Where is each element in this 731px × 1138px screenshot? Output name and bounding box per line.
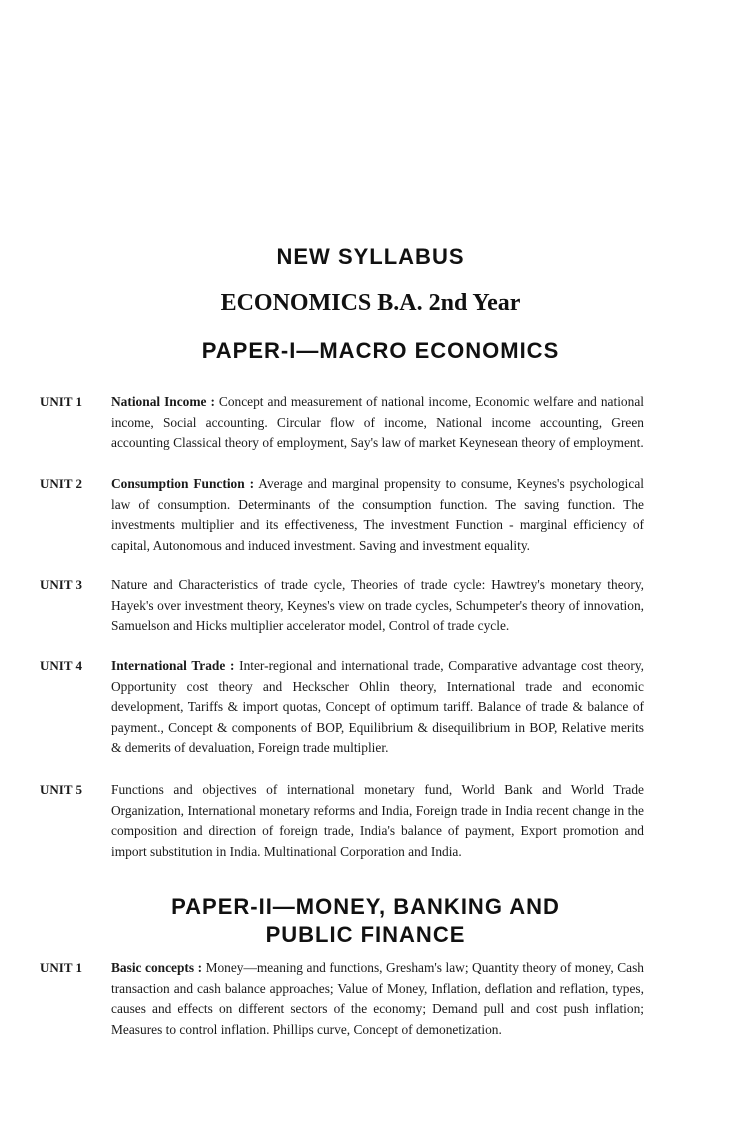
unit-label: UNIT 5 bbox=[40, 782, 83, 797]
unit-text: Nature and Characteristics of trade cycle, Theories of trade cycle: Hawtrey's monetary theory, Hayek's over investment theory, Keynes's view on trade cycles, Schumpeter's theory of innovation, Samuelson and Hicks multiplier accelerator model, Control of trade cycle. bbox=[111, 577, 644, 633]
unit-body bbox=[111, 474, 644, 556]
course-title: ECONOMICS B.A. 2nd Year bbox=[220, 290, 521, 316]
paper2-heading-line2: PUBLIC FINANCE bbox=[265, 922, 466, 947]
unit-title: Consumption Function : bbox=[111, 476, 255, 491]
unit-title: Basic concepts : bbox=[111, 960, 203, 975]
paper1-heading: PAPER-I—MACRO ECONOMICS bbox=[201, 338, 560, 363]
unit-label: UNIT 1 bbox=[40, 960, 83, 975]
unit-body bbox=[111, 958, 644, 1040]
unit-body bbox=[111, 656, 644, 759]
unit-body bbox=[111, 575, 644, 637]
unit-text: Functions and objectives of international monetary fund, World Bank and World Trade Organization, International monetary reforms and India, Foreign trade in India recent change in the composition and direction of foreign trade, India's balance of payment, Export promotion and import substitution in India. Multinational Corporation and India. bbox=[111, 782, 644, 859]
unit-title: International Trade : bbox=[111, 658, 235, 673]
paper2-heading-line1: PAPER-II—MONEY, BANKING AND bbox=[171, 894, 560, 919]
unit-text: Money—meaning and functions, Gresham's law; Quantity theory of money, Cash transaction and cash balance approaches; Value of Money, Inflation, deflation and reflation, types, causes and effects on different sectors of the economy; Demand pull and cost push inflation; Measures to control inflation. Phillips curve, Concept of demonetization. bbox=[111, 960, 644, 1037]
unit-text: Inter-regional and international trade, Comparative advantage cost theory, Opportunity cost theory and Heckscher Ohlin theory, International trade and economic development, Tariffs & import quotas, Concept of optimum tariff. Balance of trade & balance of payment., Concept & components of BOP, Equilibrium & disequilibrium in BOP, Relative merits & demerits of devaluation, Foreign trade multiplier. bbox=[111, 658, 645, 755]
unit-body bbox=[111, 780, 644, 862]
unit-body bbox=[111, 392, 644, 454]
paper2-heading bbox=[0, 893, 731, 949]
unit-label: UNIT 1 bbox=[40, 394, 83, 409]
unit-label: UNIT 4 bbox=[40, 658, 83, 673]
unit-label: UNIT 2 bbox=[40, 476, 83, 491]
unit-title: National Income : bbox=[111, 394, 215, 409]
unit-text: Concept and measurement of national income, Economic welfare and national income, Social accounting. Circular flow of income, National income accounting, Green accounting Classical theory of employment, Say's law of market Keynesean theory of employment. bbox=[111, 394, 644, 450]
syllabus-heading: NEW SYLLABUS bbox=[276, 244, 465, 269]
unit-label: UNIT 3 bbox=[40, 577, 83, 592]
unit-text: Average and marginal propensity to consume, Keynes's psychological law of consumption. Determinants of the consumption function. The saving function. The investments multiplier and its effectiveness, The investment Function - marginal efficiency of capital, Autonomous and induced investment. Saving and investment equality. bbox=[111, 476, 645, 553]
